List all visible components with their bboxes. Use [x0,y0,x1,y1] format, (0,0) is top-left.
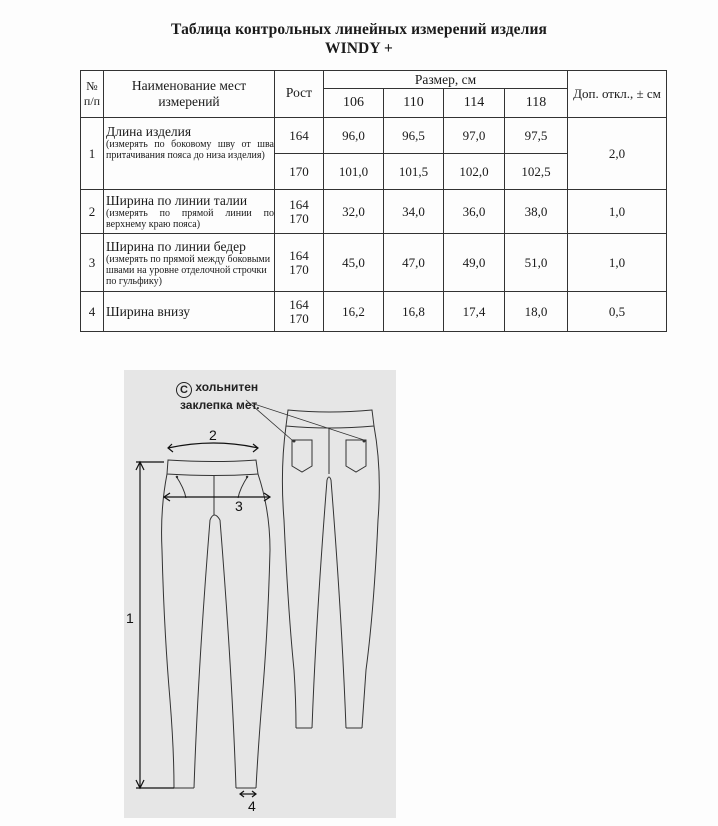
row-value: 16,8 [384,292,444,332]
rivet-note-line-1: хольнитен [195,380,259,394]
rivet-note-line-2: заклепка мет. [180,398,260,412]
row-name: Ширина по линии талии [106,193,248,208]
row-value: 101,0 [324,154,384,190]
row-note: (измерять по прямой между боковыми швами на уровне отделочной строчки по гульфику) [106,253,271,287]
growth-170: 170 [289,210,309,226]
pants-sketch [124,370,396,818]
rivet-symbol-icon: С [176,382,192,398]
header-num: № п/п [81,71,104,118]
table-row [81,118,667,154]
dimension-label-4: 4 [248,798,256,814]
growth-164: 164 [289,247,309,263]
row-value: 17,4 [444,292,505,332]
row-note: (измерять по прямой линии по верхнему краю пояса) [106,208,274,230]
growth-170: 170 [289,310,309,326]
row-value: 47,0 [384,234,444,292]
row-tolerance: 1,0 [568,190,667,234]
document-title [0,20,718,58]
row-growth [275,234,324,292]
row-value: 96,0 [324,118,384,154]
row-name-cell [104,118,275,190]
dimension-label-1: 1 [126,610,134,626]
row-value: 102,0 [444,154,505,190]
row-value: 36,0 [444,190,505,234]
row-name-cell [104,234,275,292]
row-growth: 164 [275,118,324,154]
row-note: (измерять по боковому шву от шва притачивания пояса до низа изделия) [106,139,274,161]
header-size-group: Размер, см [324,71,568,89]
row-name-cell [104,190,275,234]
title-line-2: WINDY + [325,40,393,57]
row-name-cell [104,292,275,332]
row-growth [275,190,324,234]
table-row [81,234,667,292]
row-value: 32,0 [324,190,384,234]
header-size-118: 118 [505,89,568,118]
row-growth: 170 [275,154,324,190]
row-value: 45,0 [324,234,384,292]
dimension-label-2: 2 [209,427,217,443]
header-size-106: 106 [324,89,384,118]
row-growth [275,292,324,332]
growth-170: 170 [289,261,309,277]
row-value: 97,5 [505,118,568,154]
row-num: 4 [81,292,104,332]
row-tolerance: 2,0 [568,118,667,190]
header-tolerance: Доп. откл., ± см [568,71,667,118]
header-growth: Рост [275,71,324,118]
row-num: 3 [81,234,104,292]
table-row [81,190,667,234]
growth-164: 164 [289,196,309,212]
note-leaders [246,400,364,440]
row-value: 102,5 [505,154,568,190]
row-value: 97,0 [444,118,505,154]
header-size-114: 114 [444,89,505,118]
rivet-marks [176,440,366,479]
row-value: 16,2 [324,292,384,332]
row-num: 2 [81,190,104,234]
header-size-110: 110 [384,89,444,118]
measurement-table [80,70,667,332]
row-tolerance: 0,5 [568,292,667,332]
row-value: 49,0 [444,234,505,292]
table-row [81,292,667,332]
back-view [282,410,379,728]
header-name: Наименование мест измерений [104,71,275,118]
row-value: 38,0 [505,190,568,234]
dimension-label-3: 3 [235,498,243,514]
technical-drawing [124,370,396,818]
rivet-note [176,380,260,412]
row-value: 101,5 [384,154,444,190]
front-view [162,460,270,788]
row-tolerance: 1,0 [568,234,667,292]
row-name: Ширина по линии бедер [106,238,246,254]
title-line-1: Таблица контрольных линейных измерений изделия [171,21,547,38]
row-name: Длина изделия [106,124,192,139]
row-value: 96,5 [384,118,444,154]
row-value: 51,0 [505,234,568,292]
row-num: 1 [81,118,104,190]
growth-164: 164 [289,296,309,312]
row-name: Ширина внизу [106,304,191,319]
row-value: 34,0 [384,190,444,234]
row-value: 18,0 [505,292,568,332]
